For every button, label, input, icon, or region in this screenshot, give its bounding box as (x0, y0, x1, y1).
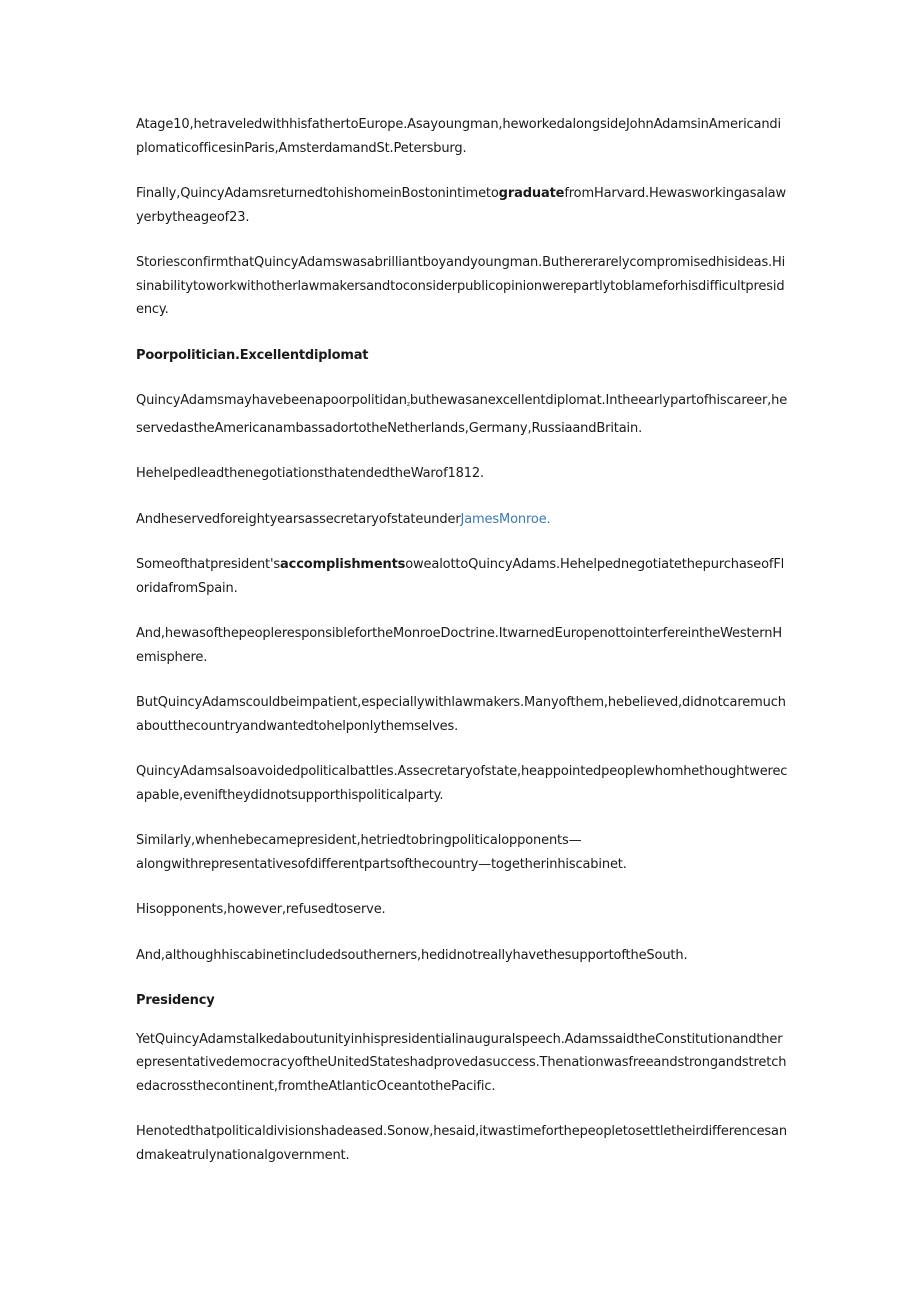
text-segment: Finally,QuincyAdamsreturnedtohishomeinBostonintimeto (136, 186, 499, 201)
paragraph-national-government: Henotedthatpoliticaldivisionshadeased.Sonow,hesaid,itwastimeforthepeopletosettletheirdifferencesandmakeatrulynationalgovernment. (136, 1124, 787, 1163)
text-segment: QuincyAdamsmayhavebeenapoorpolitidan (136, 393, 407, 408)
bold-word-graduate: graduate (498, 186, 565, 201)
article-body (136, 113, 788, 1167)
section-heading-diplomat: Poorpolitician.Excellentdiplomat (136, 347, 369, 363)
paragraph-opponents-refused: Hisopponents,however,refusedtoserve. (136, 902, 386, 917)
text-segment: Andheservedforeightyearsassecretaryofstateunder (136, 511, 461, 527)
paragraph-southerners: And,althoughhiscabinetincludedsoutherners,hedidnotreallyhavethesupportoftheSouth. (136, 947, 688, 963)
text-segment: owealottoQuincyAdams.HehelpednegotiatethepurchaseofFloridafromSpain. (136, 557, 785, 596)
paragraph-secretary-of-state (136, 508, 788, 532)
text-segment: fromHarvard.Hewasworkingasalawyerbytheageof23. (136, 186, 786, 225)
paragraph-europe-travel: Atage10,hetraveledwithhisfathertoEurope.Asayoungman,heworkedalongsideJohnAdamsinAmericandiplomaticofficesinParis,AmsterdamandSt.Petersburg. (136, 117, 781, 156)
small-mark: z (406, 401, 410, 408)
paragraph-inaugural-speech: YetQuincyAdamstalkedaboutunityinhispresidentialinauguralspeech.AdamssaidtheConstitutionandtherepresentativedemocracyoftheUnitedStateshadprovedasuccess.Thenationwasfreeandstrongandstretchedacrossthecontinent,fromtheAtlanticOceantothePacific. (136, 1031, 787, 1094)
paragraph-cabinet (136, 829, 788, 876)
text-line: Similarly,whenhebecamepresident,hetriedtobringpoliticalopponents— (136, 833, 582, 848)
paragraph-ambassador (136, 389, 788, 440)
text-segment: buthewasanexcellentdiplomat.Intheearlypartofhiscareer,heservedastheAmericanambassadortotheNetherlands,Germany,RussiaandBritain. (136, 393, 788, 436)
paragraph-harvard (136, 182, 788, 229)
paragraph-avoided-battles: QuincyAdamsalsoavoidedpoliticalbattles.Assecretaryofstate,heappointedpeoplewhomhethoughtwerecapable,eveniftheydidnotsupporthispoliticalparty. (136, 764, 788, 803)
paragraph-accomplishments (136, 553, 788, 600)
paragraph-brilliant-boy: StoriesconfirmthatQuincyAdamswasabrilliantboyandyoungman.Buthererarelycompromisedhisideas.Hisinabilitytoworkwithotherlawmakersandtoconsiderpublicopinionwerepartlytoblameforhisdifficultpresidency. (136, 255, 786, 317)
bold-word-accomplishments: accomplishments (280, 557, 406, 572)
james-monroe-link[interactable]: JamesMonroe. (460, 511, 551, 527)
text-line: alongwithrepresentativesofdifferentpartsofthecountry—togetherinhiscabinet. (136, 856, 627, 872)
section-heading-presidency: Presidency (136, 993, 215, 1008)
paragraph-impatient: ButQuincyAdamscouldbeimpatient,especiallywithlawmakers.Manyofthem,hebelieved,didnotcaremuchaboutthecountryandwantedtohelponlythemselves. (136, 695, 786, 734)
text-segment: Someofthatpresident's (136, 557, 281, 572)
paragraph-monroe-doctrine: And,hewasofthepeopleresponsiblefortheMonroeDoctrine.ItwarnedEuropenottointerfereintheWesternHemisphere. (136, 626, 782, 665)
paragraph-war-1812: HehelpedleadthenegotiationsthatendedtheWarof1812. (136, 466, 484, 481)
